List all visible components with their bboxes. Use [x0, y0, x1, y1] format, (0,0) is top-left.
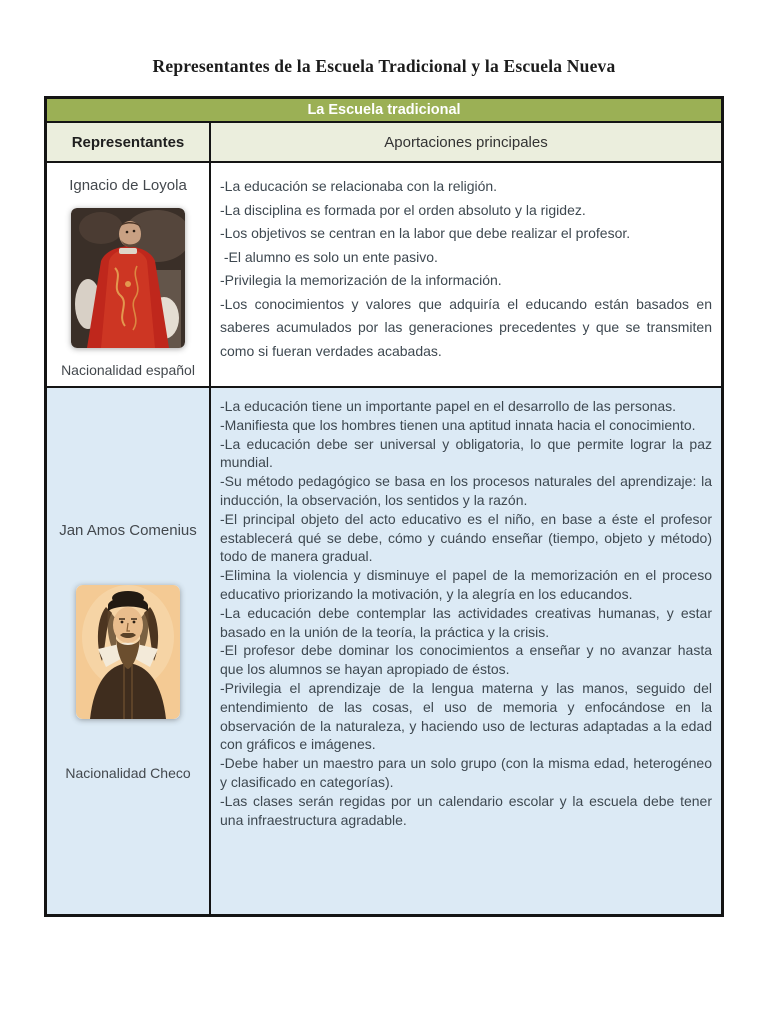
contribution-point: -Manifiesta que los hombres tienen una aptitud innata hacia el conocimiento. [220, 416, 696, 433]
contribution-point: -El alumno es solo un ente pasivo. [220, 248, 438, 265]
contribution-point: -El principal objeto del acto educativo es el niño, en base a éste el profesor establecerá qué se debe, cómo y cuándo enseñar (tiempo, objeto y método) todo de manera gradual. [220, 510, 712, 565]
table-section-header: La Escuela tradicional [47, 99, 721, 121]
contribution-point: -Privilegia la memorización de la información. [220, 272, 502, 288]
table-column-header-row [47, 121, 721, 161]
contribution-point: -Los objetivos se centran en la labor que debe realizar el profesor. [220, 225, 631, 241]
contribution-point: -El profesor debe dominar los conocimientos a enseñar y no avanzar hasta que los alumnos se hayan apropiado de éstos. [220, 642, 712, 678]
table-row-jan-amos-comenius [47, 386, 721, 914]
representative-cell [47, 163, 209, 386]
contribution-point: -Debe haber un maestro para un solo grupo (con la misma edad, heterogéneo y clasificado en categorías). [220, 755, 712, 790]
representative-cell [47, 388, 209, 914]
column-header-representantes: Representantes [71, 133, 185, 151]
person-nationality: Nacionalidad Checo [65, 764, 191, 781]
person-name: Jan Amos Comenius [59, 521, 197, 539]
page-title: Representantes de la Escuela Tradicional y la Escuela Nueva [152, 56, 616, 76]
contribution-point: -Su método pedagógico se basa en los procesos naturales del aprendizaje: la inducción, la observación, los sentidos y la razón. [220, 473, 712, 508]
contributions-cell [209, 388, 721, 914]
contribution-point: -La educación tiene un importante papel en el desarrollo de las personas. [220, 398, 677, 414]
contribution-point: -Privilegia el aprendizaje de la lengua materna y las manos, seguido del entendimiento de las cosas, el uso de memoria y enfocándose en la observación de la naturaleza, y haciendo uso de lecturas adaptadas a la edad con gráficos e imágenes. [220, 679, 712, 753]
table-row-ignacio-de-loyola [47, 161, 721, 386]
jan-amos-comenius-portrait [76, 585, 180, 719]
contribution-point: -Elimina la violencia y disminuye el papel de la memorización en el proceso educativo priorizando la motivación, y la alegría en los educandos. [220, 567, 712, 602]
contribution-point: -La educación se relacionaba con la religión. [220, 178, 498, 194]
person-nationality: Nacionalidad español [61, 362, 195, 378]
contribution-point: -La educación debe ser universal y obligatoria, lo que permite lograr la paz mundial. [220, 435, 712, 471]
person-name: Ignacio de Loyola [69, 177, 187, 194]
column-header-aportaciones: Aportaciones principales [209, 123, 721, 161]
ignacio-de-loyola-portrait [71, 208, 185, 348]
contribution-point: -La educación debe contemplar las actividades creativas humanas, y estar basado en la unión de la teoría, la práctica y la crisis. [220, 604, 712, 640]
contribution-point: -La disciplina es formada por el orden absoluto y la rigidez. [220, 201, 586, 218]
contributions-cell [209, 163, 721, 386]
contribution-point: -Los conocimientos y valores que adquiría el educando están basados en saberes acumulados por las generaciones precedentes y que se transmiten como si fueran verdades acabadas. [220, 295, 712, 359]
traditional-school-table [44, 96, 724, 917]
contribution-point: -Las clases serán regidas por un calendario escolar y la escuela debe tener una infraestructura agradable. [220, 792, 712, 828]
